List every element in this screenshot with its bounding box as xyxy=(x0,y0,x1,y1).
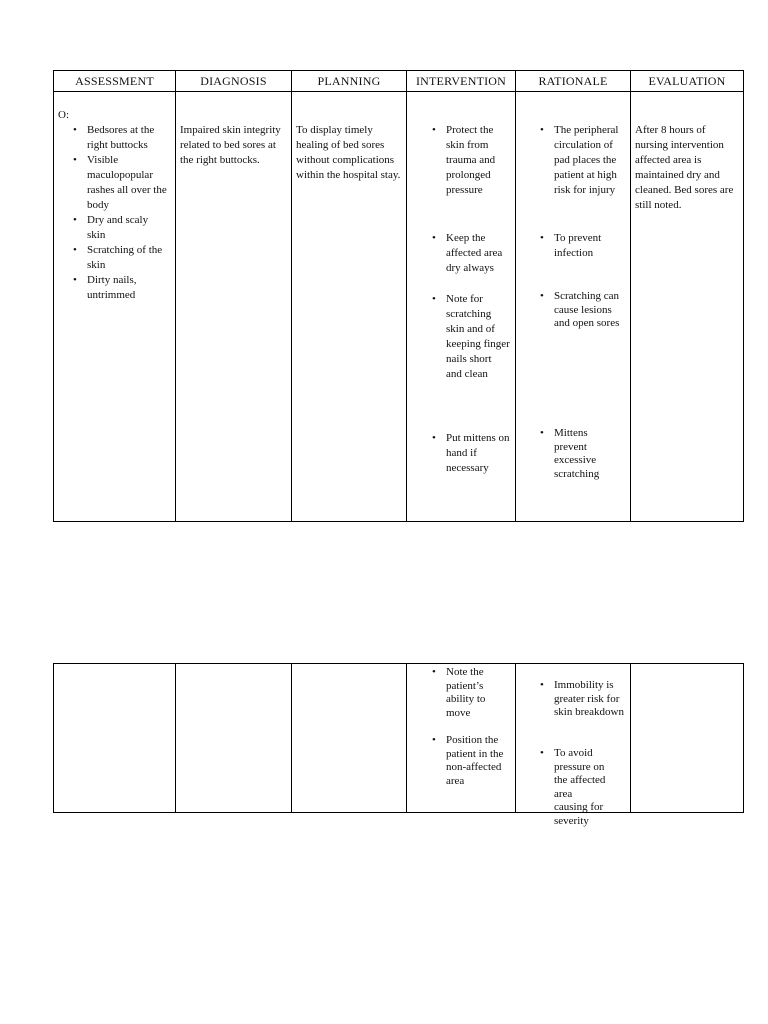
evaluation-cell xyxy=(631,664,744,813)
rationale-list xyxy=(534,231,628,261)
list-item: • Keep the affected area dry always xyxy=(426,231,510,276)
header-row xyxy=(54,71,744,92)
rationale-list xyxy=(534,427,604,481)
list-item: • To prevent infection xyxy=(534,231,628,261)
header-evaluation: EVALUATION xyxy=(631,71,744,92)
care-plan-table-continued xyxy=(53,663,744,827)
rationale-list xyxy=(534,747,608,828)
intervention-list xyxy=(426,734,510,788)
list-item: • Scratching can cause lesions and open sores xyxy=(534,290,628,331)
assessment-cell xyxy=(54,92,176,522)
planning-text: To display timely healing of bed sores without complications within the hospital stay. xyxy=(296,124,401,181)
list-item: • The peripheral circulation of pad places the patient at high risk for injury xyxy=(534,123,628,198)
rationale-cell xyxy=(516,664,631,827)
list-item: • Immobility is greater risk for skin breakdown xyxy=(534,679,628,720)
table-row xyxy=(54,92,744,522)
table-row xyxy=(54,664,744,813)
assessment-list xyxy=(67,123,167,303)
care-plan-table xyxy=(53,70,744,522)
list-item: • Mittens prevent excessive scratching xyxy=(534,427,604,481)
list-item: • Dry and scaly skin xyxy=(67,213,167,243)
evaluation-text: After 8 hours of nursing intervention affected area is maintained dry and cleaned. Bed sores are still noted. xyxy=(635,124,734,211)
list-item: • Put mittens on hand if necessary xyxy=(426,431,510,476)
intervention-list xyxy=(426,123,510,198)
diagnosis-cell xyxy=(176,664,292,813)
intervention-cell xyxy=(407,664,516,813)
list-item: • Protect the skin from trauma and prolonged pressure xyxy=(426,123,510,198)
header-planning: PLANNING xyxy=(292,71,407,92)
intervention-list xyxy=(426,292,510,382)
planning-cell xyxy=(292,92,407,522)
intervention-list xyxy=(426,431,510,476)
intervention-list xyxy=(426,666,500,720)
rationale-list xyxy=(534,123,628,198)
list-item: • Scratching of the skin xyxy=(67,243,167,273)
header-rationale: RATIONALE xyxy=(516,71,631,92)
rationale-list xyxy=(534,290,628,331)
rationale-list xyxy=(534,679,628,720)
header-intervention: INTERVENTION xyxy=(407,71,516,92)
planning-cell xyxy=(292,664,407,813)
objective-label: O: xyxy=(58,109,69,121)
list-item: • Position the patient in the non-affected area xyxy=(426,734,510,788)
diagnosis-cell xyxy=(176,92,292,522)
list-item: • Dirty nails, untrimmed xyxy=(67,273,167,303)
list-item: • Visible maculopopular rashes all over the body xyxy=(67,153,167,213)
list-item: • Note for scratching skin and of keeping finger nails short and clean xyxy=(426,292,510,382)
intervention-list xyxy=(426,231,510,276)
assessment-cell xyxy=(54,664,176,813)
list-item: • Bedsores at the right buttocks xyxy=(67,123,167,153)
header-diagnosis: DIAGNOSIS xyxy=(176,71,292,92)
evaluation-cell xyxy=(631,92,744,522)
list-item: • To avoid pressure on the affected area causing for severity xyxy=(534,747,608,828)
rationale-cell xyxy=(516,92,631,522)
list-item: • Note the patient’s ability to move xyxy=(426,666,500,720)
intervention-cell xyxy=(407,92,516,522)
diagnosis-text: Impaired skin integrity related to bed sores at the right buttocks. xyxy=(180,124,281,166)
header-assessment: ASSESSMENT xyxy=(54,71,176,92)
